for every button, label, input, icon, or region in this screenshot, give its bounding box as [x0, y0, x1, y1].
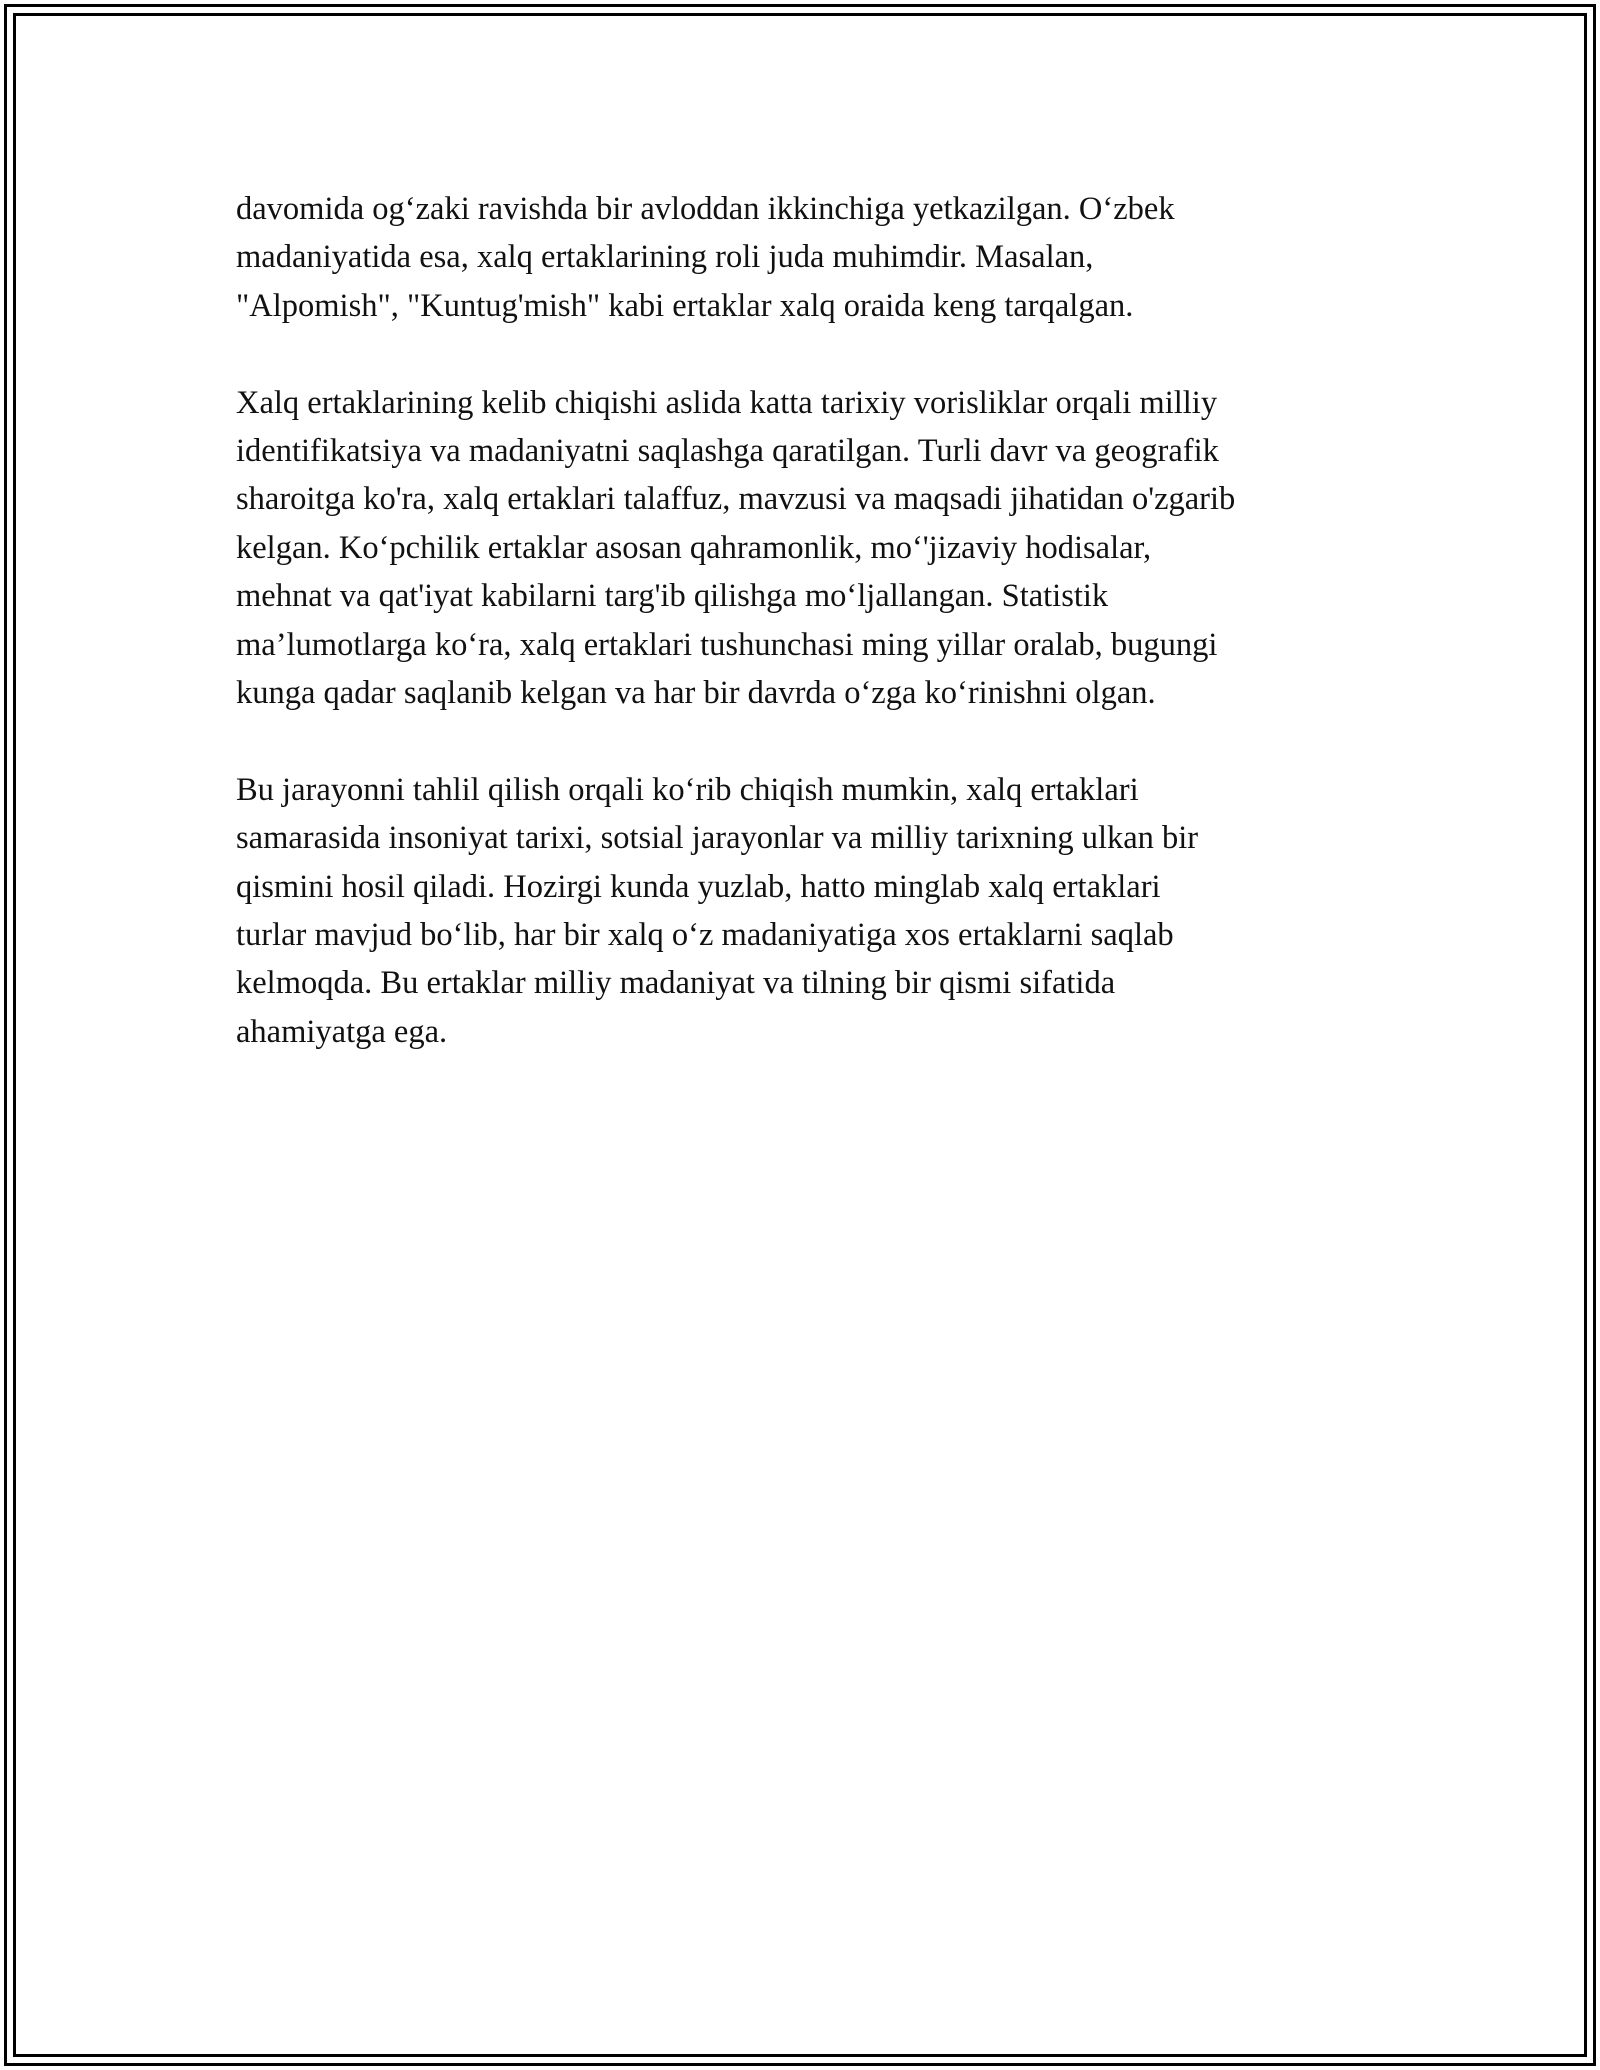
- paragraph-3: [236, 766, 1386, 1056]
- text-line: qismini hosil qiladi. Hozirgi kunda yuzlab, hatto minglab xalq ertaklari: [236, 868, 1161, 905]
- text-line: ma’lumotlarga ko‘ra, xalq ertaklari tushunchasi ming yillar oralab, bugungi: [236, 626, 1218, 663]
- text-line: "Alpomish", "Kuntug'mish" kabi ertaklar xalq oraida keng tarqalgan.: [236, 287, 1134, 324]
- text-line: kelmoqda. Bu ertaklar milliy madaniyat va tilning bir qismi sifatida: [236, 965, 1116, 1002]
- text-line: samarasida insoniyat tarixi, sotsial jarayonlar va milliy tarixning ulkan bir: [236, 820, 1199, 857]
- text-line: sharoitga ko'ra, xalq ertaklari talaffuz, mavzusi va maqsadi jihatidan o'zgarib: [236, 481, 1236, 518]
- text-line: davomida og‘zaki ravishda bir avloddan ikkinchiga yetkazilgan. O‘zbek: [236, 191, 1175, 227]
- paragraph-1: [236, 185, 1386, 330]
- text-line: identifikatsiya va madaniyatni saqlashga qaratilgan. Turli davr va geografik: [236, 433, 1219, 470]
- text-line: kunga qadar saqlanib kelgan va har bir davrda o‘zga ko‘rinishni olgan.: [236, 675, 1156, 712]
- text-line: Bu jarayonni tahlil qilish orqali ko‘rib chiqish mumkin, xalq ertaklari: [236, 771, 1139, 808]
- paragraph-2: [236, 379, 1386, 718]
- text-line: mehnat va qat'iyat kabilarni targ'ib qilishga mo‘ljallangan. Statistik: [236, 578, 1109, 615]
- document-body: [236, 185, 1386, 1105]
- text-line: turlar mavjud bo‘lib, har bir xalq o‘z madaniyatiga xos ertaklarni saqlab: [236, 917, 1174, 954]
- text-line: Xalq ertaklarining kelib chiqishi aslida katta tarixiy vorisliklar orqali milliy: [236, 384, 1218, 421]
- text-line: madaniyatida esa, xalq ertaklarining roli juda muhimdir. Masalan,: [236, 239, 1094, 276]
- text-line: kelgan. Ko‘pchilik ertaklar asosan qahramonlik, mo‘'jizaviy hodisalar,: [236, 529, 1152, 566]
- text-line: ahamiyatga ega.: [236, 1013, 448, 1050]
